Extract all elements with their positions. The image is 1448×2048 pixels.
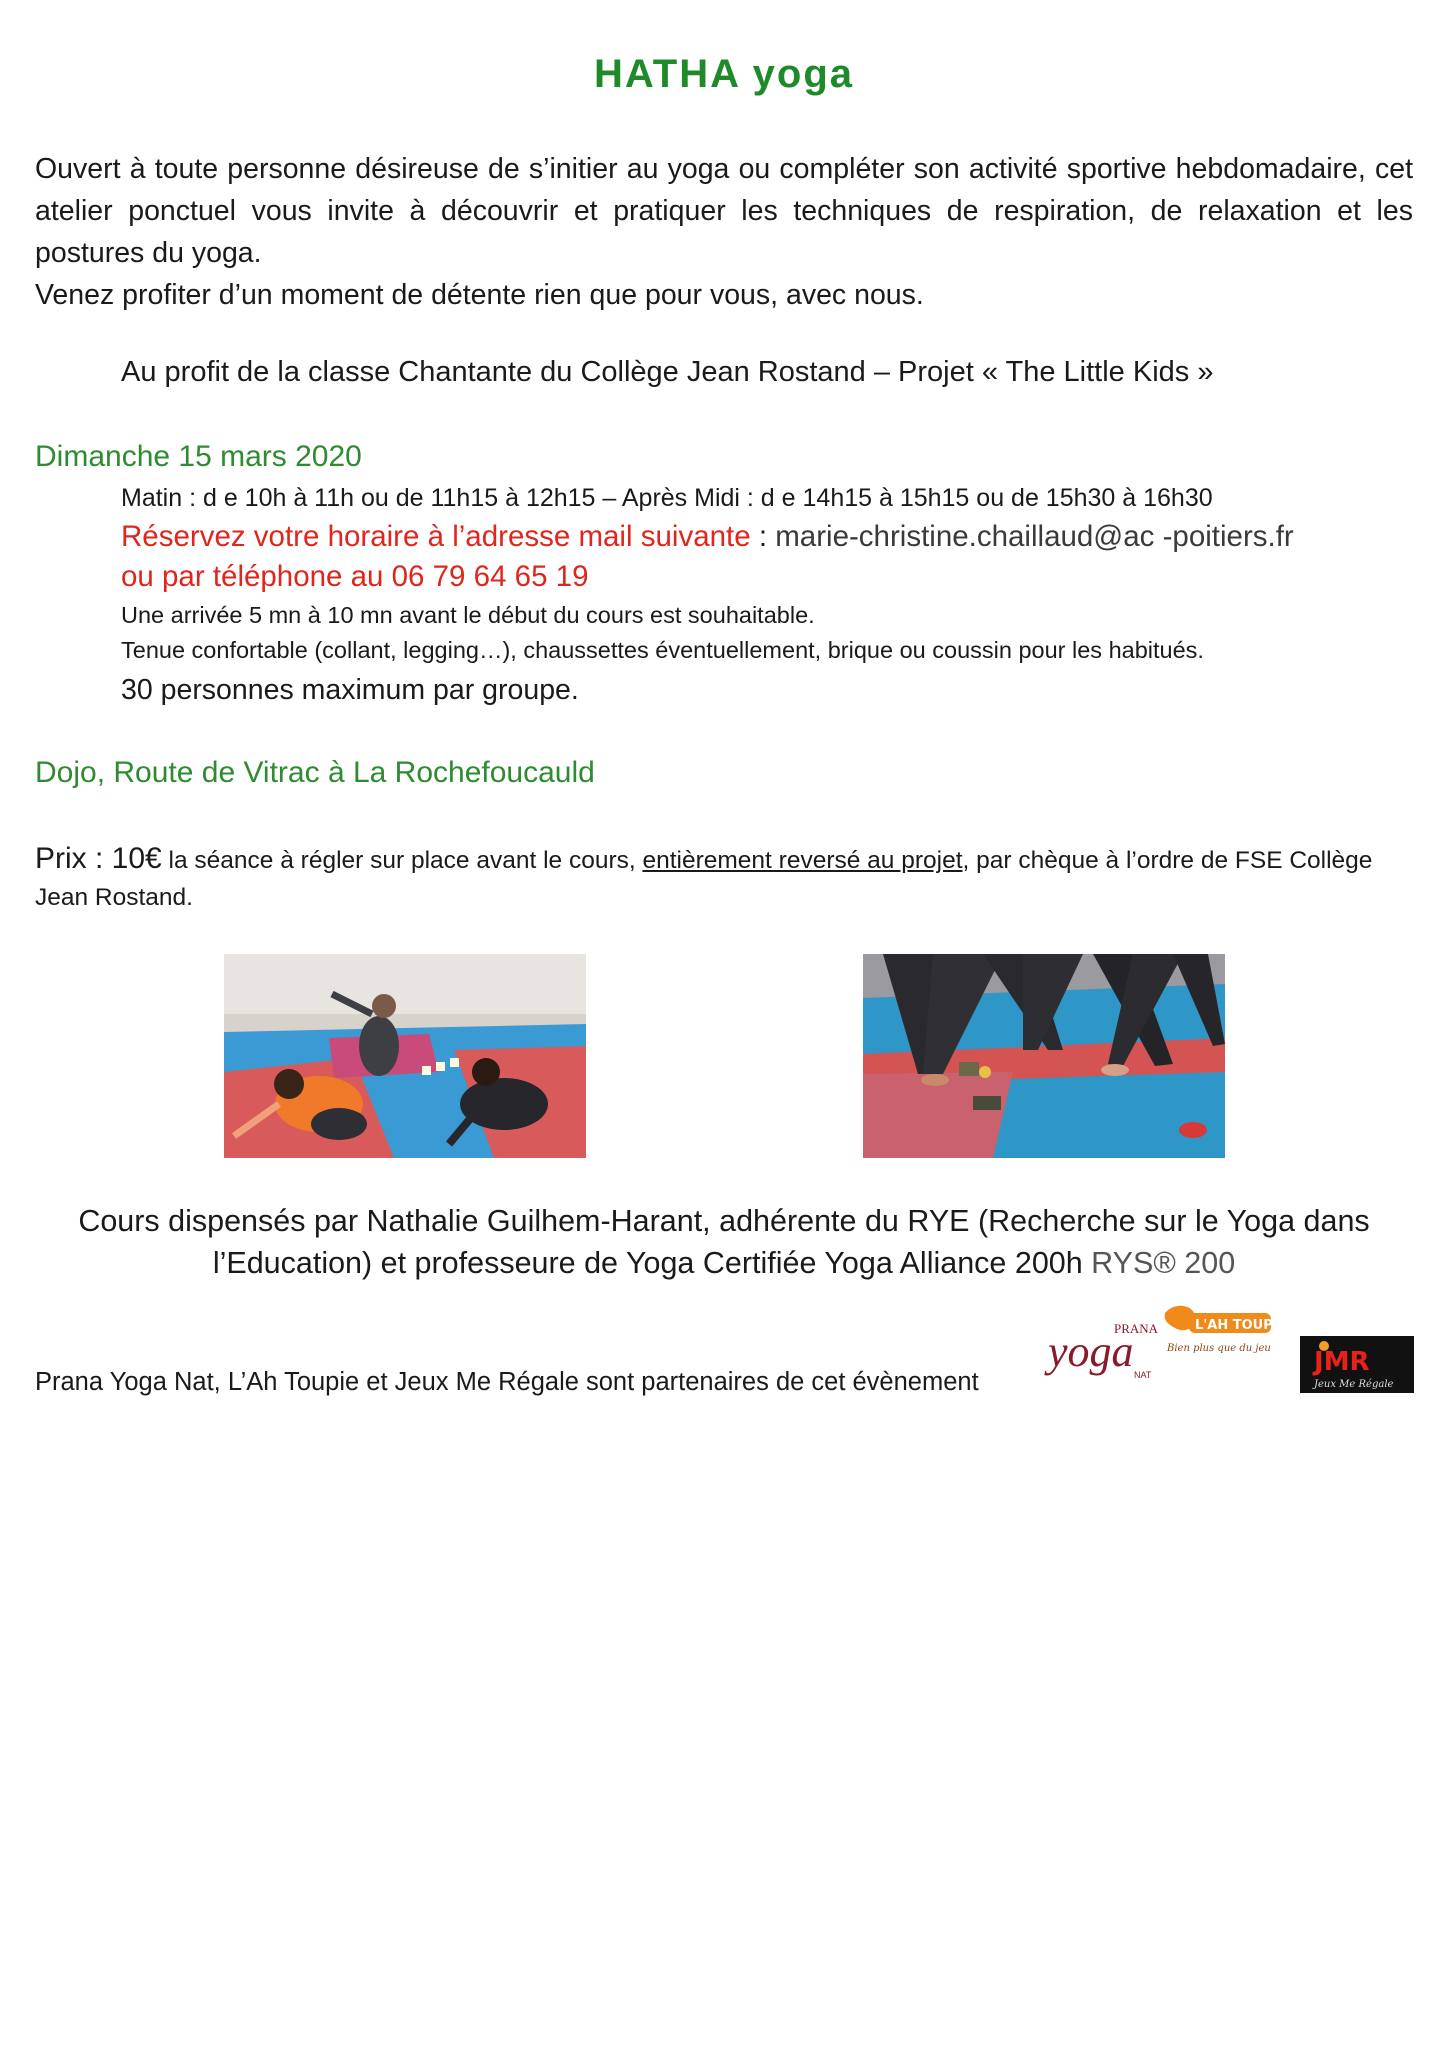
reservation-label: Réservez votre horaire à l’adresse mail suivante (121, 520, 751, 553)
page-title: HATHA yoga (594, 52, 854, 96)
teacher-line-2 (0, 1242, 1448, 1284)
teacher-line-1: Cours dispensés par Nathalie Guilhem-Harant, adhérente du RYE (Recherche sur le Yoga dans (78, 1204, 1370, 1238)
reservation-email[interactable]: marie-christine.chaillaud@ac -poitiers.fr (775, 520, 1294, 553)
prana-yoga-logo (1046, 1320, 1159, 1382)
jmr-main-text: JMR (1314, 1347, 1370, 1377)
yoga-photo-stretching (224, 954, 586, 1158)
schedule-line: Matin : d e 10h à 11h ou de 11h15 à 12h15 – Après Midi : d e 14h15 à 15h15 ou de 15h30 à 16h30 (121, 484, 1213, 512)
prana-sub-text: NAT (1134, 1370, 1152, 1380)
intro-paragraph-1: Ouvert à toute personne désireuse de s’initier au yoga ou compléter son activité sportive hebdomadaire, cet atelier ponctuel vous invite à découvrir et pratiquer les techniques de respiration, de relaxation et les postures du yoga. (35, 153, 1413, 269)
reservation-line (121, 520, 1294, 554)
price-text-after: , par chèque à l’ordre de FSE Collège Jean Rostand. (35, 847, 1373, 911)
teacher-rys: RYS® 200 (1082, 1246, 1236, 1280)
price-info (35, 840, 1415, 916)
attire-note: Tenue confortable (collant, legging…), chaussettes éventuellement, brique ou coussin pour les habitués. (121, 637, 1204, 663)
price-text-before: la séance à régler sur place avant le cours, (161, 847, 643, 874)
jeux-me-regale-logo (1300, 1336, 1414, 1393)
reservation-separator: : (750, 520, 776, 553)
event-date: Dimanche 15 mars 2020 (35, 440, 362, 473)
jmr-sub-text: Jeux Me Régale (1314, 1379, 1394, 1390)
toupie-sub-text: Bien plus que du jeu (1167, 1343, 1271, 1354)
price-label: Prix : 10€ (35, 842, 162, 875)
toupie-main-text: L'AH TOUPIE (1195, 1318, 1287, 1333)
lah-toupie-logo (1163, 1303, 1287, 1359)
reservation-phone: ou par téléphone au 06 79 64 65 19 (121, 560, 589, 593)
teacher-info (0, 1200, 1448, 1284)
intro-paragraph-2: Venez profiter d’un moment de détente rien que pour vous, avec nous. (35, 279, 924, 311)
prana-main-text: yoga (1048, 1327, 1134, 1376)
arrival-note: Une arrivée 5 mn à 10 mn avant le début du cours est souhaitable. (121, 602, 815, 628)
event-location: Dojo, Route de Vitrac à La Rochefoucauld (35, 756, 595, 789)
prana-top-text: PRANA (1114, 1321, 1159, 1336)
price-underlined: entièrement reversé au projet (642, 847, 963, 874)
yoga-photo-triangle-pose (863, 954, 1225, 1158)
teacher-line-2-text: l’Education) et professeure de Yoga Certifiée Yoga Alliance 200h (212, 1246, 1083, 1280)
max-participants-note: 30 personnes maximum par groupe. (121, 674, 579, 706)
intro-text (35, 148, 1413, 316)
partners-line: Prana Yoga Nat, L’Ah Toupie et Jeux Me Régale sont partenaires de cet évènement (35, 1368, 979, 1396)
benefit-line: Au profit de la classe Chantante du Collège Jean Rostand – Projet « The Little Kids » (121, 356, 1214, 388)
